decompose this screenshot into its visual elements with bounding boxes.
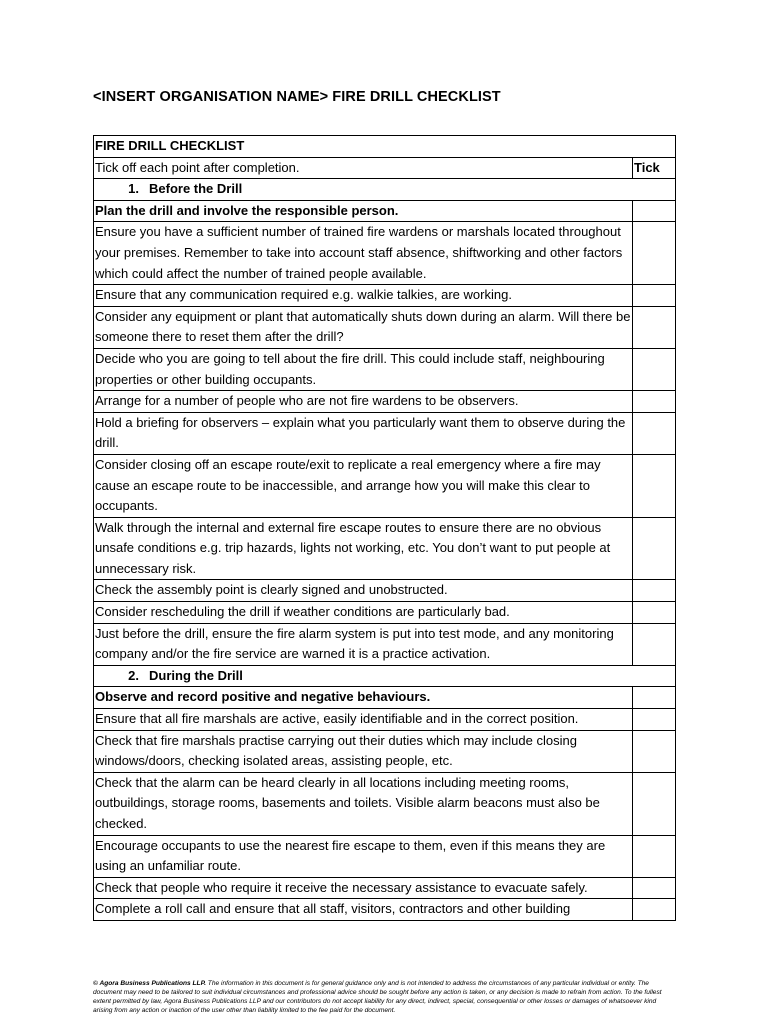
subheading-row	[94, 687, 676, 709]
checklist-item-text: Check that the alarm can be heard clearly in all locations including meeting rooms, outbuildings, storage rooms, basements and toilets. Visible alarm beacons must also be checked.	[94, 772, 633, 835]
checklist-item-text: Consider any equipment or plant that automatically shuts down during an alarm. Will there be someone there to reset them after the drill?	[94, 306, 633, 348]
checklist-item-row	[94, 222, 676, 285]
footer-text: The information in this document is for general guidance only and is not intended to address the circumstances of any particular individual or entity. The document may need to be tailored to suit individual circumstances and professional advice should be sought before any action is taken, or any decision is made to refrain from action. To the fullest extent permitted by law, Agora Business Publications LLP and our contributors do not accept liability for any direct, indirect, special, consequential or other losses or damages of whatsoever kind arising from any action or inaction of the user other than liability limited to the fee paid for the document.	[93, 980, 662, 1014]
checklist-item-text: Ensure that any communication required e.g. walkie talkies, are working.	[94, 285, 633, 307]
section-row-before-drill	[94, 179, 676, 201]
checklist-item-row	[94, 285, 676, 307]
tick-cell[interactable]	[633, 772, 676, 835]
tick-cell[interactable]	[633, 517, 676, 580]
section-row-during-drill	[94, 665, 676, 687]
checklist-item-row	[94, 412, 676, 454]
checklist-item-text: Just before the drill, ensure the fire alarm system is put into test mode, and any monitoring company and/or the fire service are warned it is a practice activation.	[94, 623, 633, 665]
footer-disclaimer	[93, 980, 673, 1016]
document-title: <INSERT ORGANISATION NAME> FIRE DRILL CHECKLIST	[93, 89, 501, 105]
checklist-item-row	[94, 772, 676, 835]
checklist-item-row	[94, 899, 676, 921]
checklist-item-row	[94, 580, 676, 602]
table-intro-row	[94, 157, 676, 179]
checklist-item-text: Complete a roll call and ensure that all staff, visitors, contractors and other building	[94, 899, 633, 921]
checklist-item-row	[94, 391, 676, 413]
tick-cell[interactable]	[633, 391, 676, 413]
checklist-item-row	[94, 730, 676, 772]
checklist-item-row	[94, 454, 676, 517]
section-number: 1.	[128, 181, 139, 197]
tick-cell[interactable]	[633, 412, 676, 454]
checklist-item-text: Hold a briefing for observers – explain what you particularly want them to observe during the drill.	[94, 412, 633, 454]
checklist-item-text: Check that people who require it receive the necessary assistance to evacuate safely.	[94, 877, 633, 899]
footer-copyright: © Agora Business Publications LLP.	[93, 980, 206, 987]
section-title: Before the Drill	[149, 181, 243, 197]
checklist-item-text: Ensure you have a sufficient number of trained fire wardens or marshals located throughout your premises. Remember to take into account staff absence, shiftworking and other factors which could affect the number of trained people available.	[94, 222, 633, 285]
checklist-item-row	[94, 306, 676, 348]
table-header-title: FIRE DRILL CHECKLIST	[94, 136, 676, 158]
checklist-item-text: Consider rescheduling the drill if weather conditions are particularly bad.	[94, 602, 633, 624]
subheading-text: Plan the drill and involve the responsible person.	[94, 200, 633, 222]
tick-cell[interactable]	[633, 877, 676, 899]
tick-cell[interactable]	[633, 730, 676, 772]
checklist-item-text: Arrange for a number of people who are not fire wardens to be observers.	[94, 391, 633, 413]
table-header-row	[94, 136, 676, 158]
checklist-item-text: Consider closing off an escape route/exit to replicate a real emergency where a fire may cause an escape route to be inaccessible, and arrange how you will make this clear to occupants.	[94, 454, 633, 517]
tick-cell[interactable]	[633, 602, 676, 624]
fire-drill-checklist-table	[93, 135, 676, 921]
checklist-item-row	[94, 709, 676, 731]
subheading-text: Observe and record positive and negative behaviours.	[94, 687, 633, 709]
tick-cell[interactable]	[633, 348, 676, 390]
tick-cell[interactable]	[633, 580, 676, 602]
tick-cell[interactable]	[633, 899, 676, 921]
checklist-item-row	[94, 623, 676, 665]
tick-cell[interactable]	[633, 285, 676, 307]
section-number: 2.	[128, 667, 139, 683]
checklist-item-text: Walk through the internal and external fire escape routes to ensure there are no obvious unsafe conditions e.g. trip hazards, lights not working, etc. You don’t want to put people at unnecessary risk.	[94, 517, 633, 580]
table-intro-text: Tick off each point after completion.	[94, 157, 633, 179]
checklist-item-text: Ensure that all fire marshals are active, easily identifiable and in the correct position.	[94, 709, 633, 731]
tick-cell[interactable]	[633, 835, 676, 877]
checklist-item-text: Encourage occupants to use the nearest fire escape to them, even if this means they are using an unfamiliar route.	[94, 835, 633, 877]
checklist-item-text: Check that fire marshals practise carrying out their duties which may include closing windows/doors, checking isolated areas, assisting people, etc.	[94, 730, 633, 772]
tick-cell[interactable]	[633, 709, 676, 731]
tick-cell[interactable]	[633, 222, 676, 285]
checklist-item-text: Check the assembly point is clearly signed and unobstructed.	[94, 580, 633, 602]
checklist-item-row	[94, 348, 676, 390]
tick-cell[interactable]	[633, 306, 676, 348]
checklist-item-row	[94, 602, 676, 624]
checklist-item-text: Decide who you are going to tell about the fire drill. This could include staff, neighbouring properties or other building occupants.	[94, 348, 633, 390]
checklist-item-row	[94, 835, 676, 877]
checklist-item-row	[94, 877, 676, 899]
tick-cell[interactable]	[633, 200, 676, 222]
tick-cell[interactable]	[633, 623, 676, 665]
tick-column-header: Tick	[633, 157, 676, 179]
tick-cell[interactable]	[633, 454, 676, 517]
tick-cell[interactable]	[633, 687, 676, 709]
section-title: During the Drill	[149, 667, 243, 683]
subheading-row	[94, 200, 676, 222]
checklist-item-row	[94, 517, 676, 580]
